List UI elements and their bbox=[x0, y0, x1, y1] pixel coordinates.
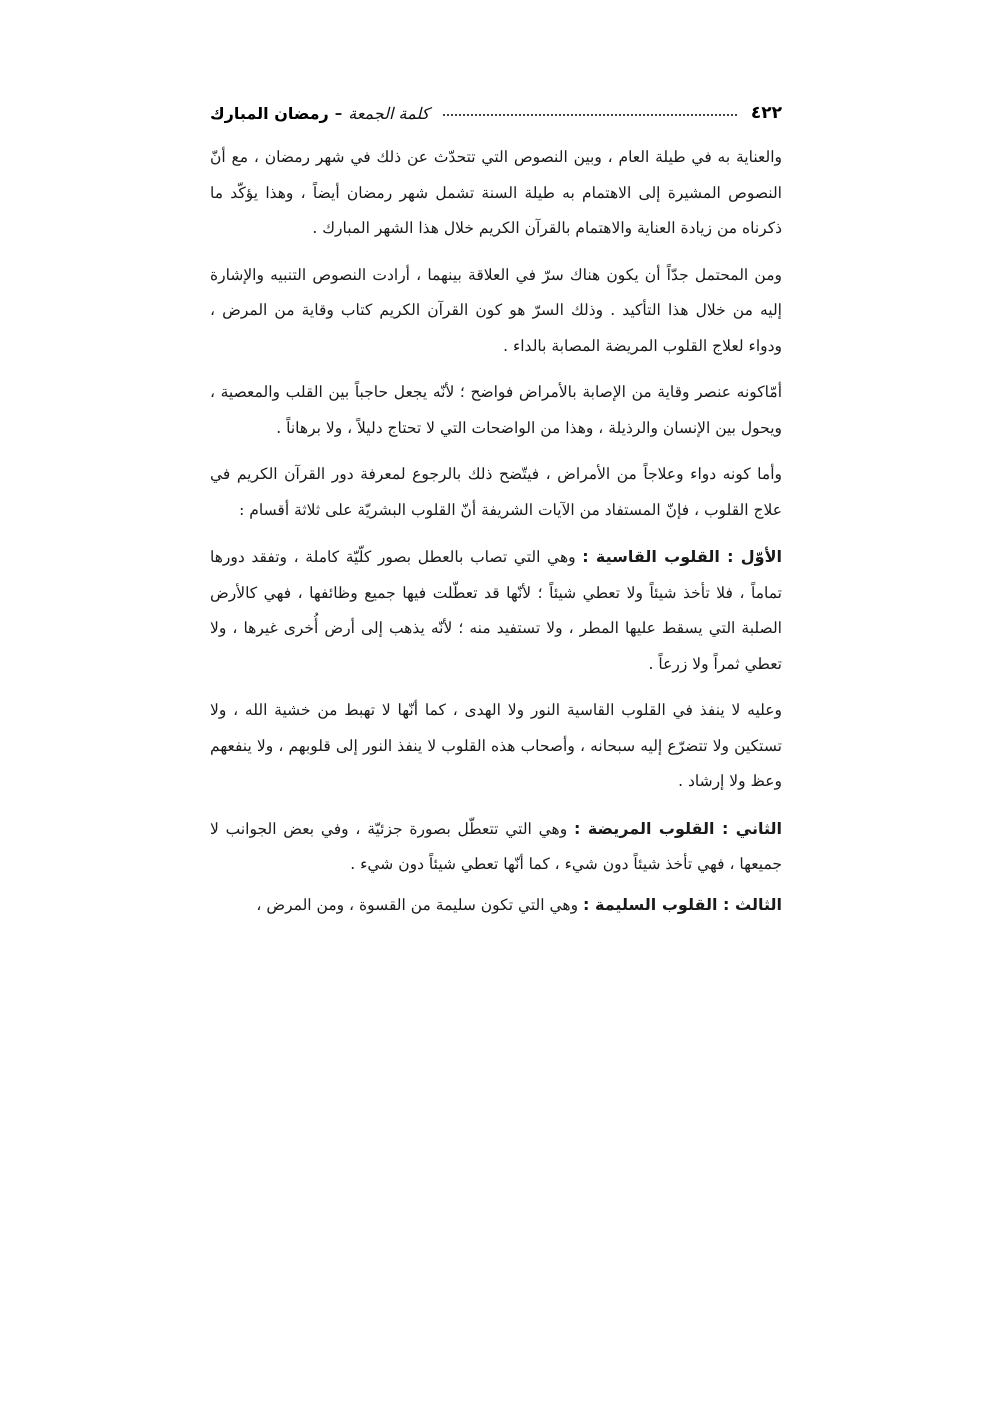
paragraph-text: والعناية به في طيلة العام ، وبين النصوص التي تتحدّث عن ذلك في شهر رمضان ، مع أنّ النصوص المشيرة إلى الاهتمام به طيلة السنة تشمل شهر رمضان أيضاً ، وهذا يؤكّد ما ذكرناه من زيادة العناية والاهتمام بالقرآن الكريم خلال هذا الشهر المبارك . bbox=[210, 148, 782, 237]
paragraph-3 bbox=[210, 375, 782, 446]
paragraph-text: وأما كونه دواء وعلاجاً من الأمراض ، فيتّضح ذلك بالرجوع لمعرفة دور القرآن الكريم في علاج القلوب ، فإنّ المستفاد من الآيات الشريفة أنّ القلوب البشريّة على ثلاثة أقسام : bbox=[210, 465, 782, 519]
paragraph-5 bbox=[210, 539, 782, 682]
paragraph-text: ومن المحتمل جدّاً أن يكون هناك سرّ في العلاقة بينهما ، أرادت النصوص التنبيه والإشارة إليه من خلال هذا التأكيد . وذلك السرّ هو كون القرآن الكريم كتاب وقاية من المرض ، ودواء لعلاج القلوب المريضة المصابة بالداء . bbox=[210, 265, 782, 355]
section-heading-sick-hearts: الثاني : القلوب المريضة : bbox=[574, 818, 782, 838]
paragraph-4 bbox=[210, 457, 782, 528]
paragraph-text: وهي التي تصاب بالعطل بصور كلّيّة كاملة ، وتفقد دورها تماماً ، فلا تأخذ شيئاً ولا تعطي شيئاً ؛ لأنّها قد تعطّلت فيها جميع وظائفها ، فهي كالأرض الصلبة التي يسقط عليها المطر ، ولا تستفيد منه ؛ لأنّه يذهب إلى أرض أُخرى غيرها ، ولا تعطي ثمراً ولا زرعاً . bbox=[210, 548, 782, 673]
section-heading-sound-hearts: الثالث : القلوب السليمة : bbox=[583, 894, 782, 914]
body-text bbox=[210, 140, 782, 923]
paragraph-7 bbox=[210, 811, 782, 883]
paragraph-text: وهي التي تكون سليمة من القسوة ، ومن المرض ، bbox=[256, 895, 579, 914]
paragraph-2 bbox=[210, 258, 782, 365]
section-heading-hard-hearts: الأوّل : القلوب القاسية : bbox=[582, 547, 782, 566]
header-dotted-leader bbox=[443, 114, 737, 116]
paragraph-text: وهي التي تتعطّل بصورة جزئيّة ، وفي بعض الجوانب لا جميعها ، فهي تأخذ شيئاً دون شيء ، كما أنّها تعطي شيئاً دون شيء . bbox=[210, 819, 782, 873]
chapter-subject: رمضان المبارك bbox=[210, 103, 329, 123]
page-number: ٤٢٢ bbox=[750, 103, 782, 123]
paragraph-1 bbox=[210, 140, 782, 247]
running-header bbox=[210, 96, 782, 130]
paragraph-text: أمّاكونه عنصر وقاية من الإصابة بالأمراض فواضح ؛ لأنّه يجعل حاجباً بين القلب والمعصية ، ويحول بين الإنسان والرذيلة ، وهذا من الواضحات التي لا تحتاج دليلاً ، ولا برهاناً . bbox=[210, 383, 782, 437]
paragraph-text: وعليه لا ينفذ في القلوب القاسية النور ولا الهدى ، كما أنّها لا تهبط من خشية الله ، ولا تستكين ولا تتضرّع إليه سبحانه ، وأصحاب هذه القلوب لا ينفذ النور إلى قلوبهم ، ولا ينفعهم وعظ ولا إرشاد . bbox=[210, 701, 782, 790]
book-logo: كلمة الجمعة bbox=[348, 103, 430, 123]
book-page bbox=[210, 96, 782, 934]
paragraph-8 bbox=[210, 887, 782, 924]
header-title bbox=[210, 104, 429, 123]
paragraph-6 bbox=[210, 693, 782, 800]
header-separator: – bbox=[334, 104, 343, 122]
